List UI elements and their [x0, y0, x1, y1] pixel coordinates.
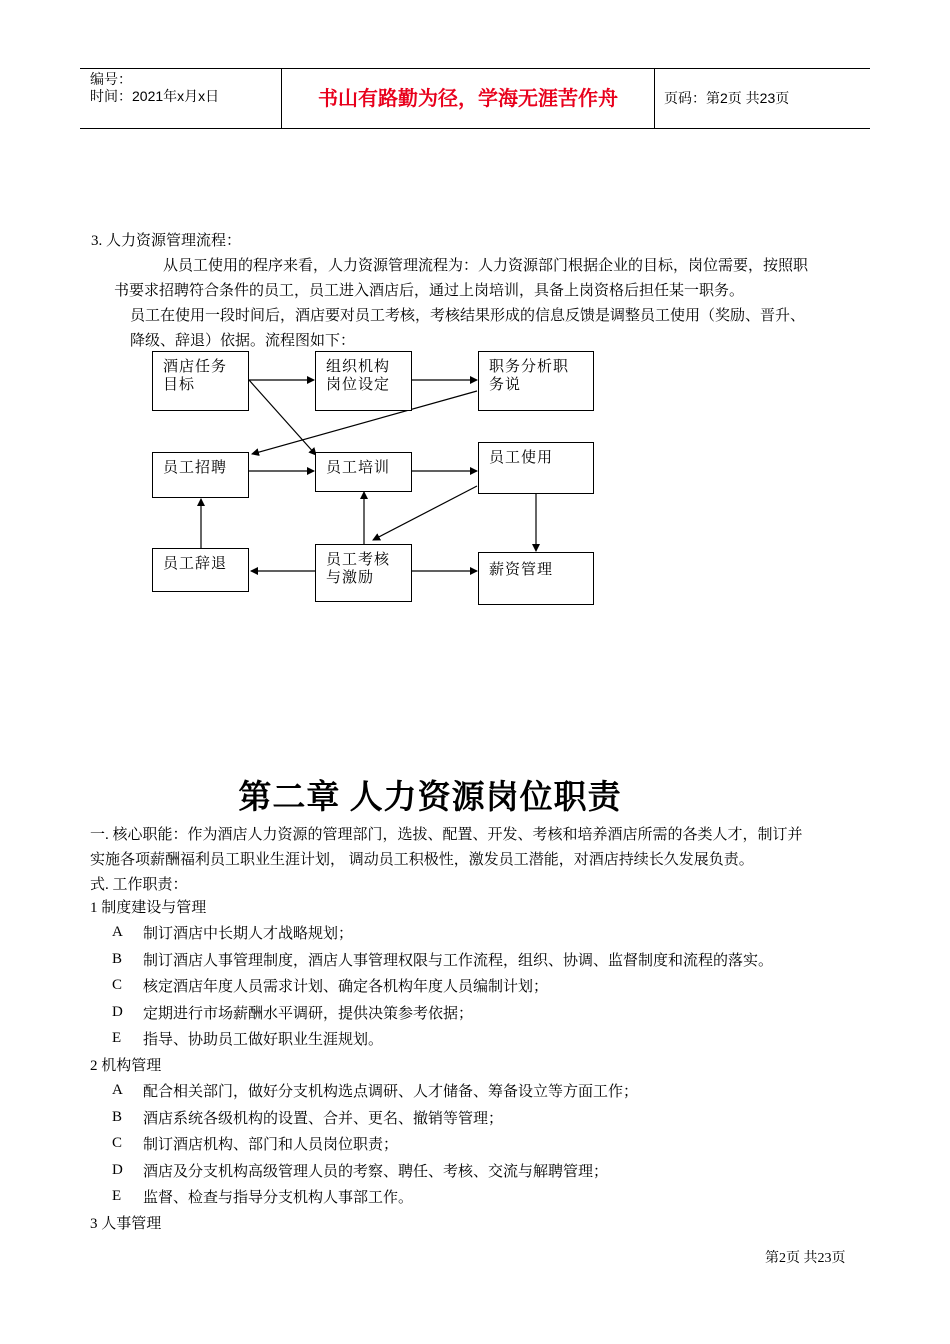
list-item: 制订酒店人事管理制度，酒店人事管理权限与工作流程，组织、协调、监督制度和流程的落实。: [143, 953, 774, 969]
list-marker: C: [112, 977, 123, 993]
section-heading: 3 人事管理: [90, 1216, 162, 1232]
list-item: 制订酒店机构、部门和人员岗位职责；: [143, 1137, 399, 1153]
paragraph-line: 从员工使用的程序来看，人力资源管理流程为：人力资源部门根据企业的目标，岗位需要，按照职: [163, 258, 809, 274]
section-heading: 1 制度建设与管理: [90, 900, 207, 916]
list-marker: B: [112, 951, 123, 967]
paragraph-line: 降级、辞退）依据。流程图如下：: [130, 333, 356, 349]
list-marker: B: [112, 1109, 123, 1125]
chapter-title: 第二章 人力资源岗位职责: [238, 780, 622, 816]
list-item: 定期进行市场薪酬水平调研，提供决策参考依据；: [143, 1006, 474, 1022]
flow-node-task: 酒店任务目标: [152, 351, 249, 411]
paragraph-line: 员工在使用一段时间后，酒店要对员工考核，考核结果形成的信息反馈是调整员工使用（奖励、晋升、: [130, 308, 806, 324]
flow-node-assess: 员工考核与激励: [315, 544, 412, 602]
flow-node-recruit: 员工招聘: [152, 452, 249, 498]
section-heading: 2 机构管理: [90, 1058, 162, 1074]
list-marker: E: [112, 1188, 122, 1204]
flow-node-use: 员工使用: [478, 442, 594, 494]
arrow-use-assess: [373, 486, 477, 540]
header-motto: 书山有路勤为径，学海无涯苦作舟: [318, 88, 618, 110]
list-item: 酒店及分支机构高级管理人员的考察、聘任、考核、交流与解聘管理；: [143, 1164, 609, 1180]
list-item: 监督、检查与指导分支机构人事部工作。: [143, 1190, 414, 1206]
flow-node-duty: 职务分析职务说: [478, 351, 594, 411]
flow-node-train: 员工培训: [315, 452, 412, 492]
flow-node-dismiss: 员工辞退: [152, 548, 249, 592]
header-page-info: 页码：第2页 共23页: [664, 90, 790, 106]
core-duty-line: 实施各项薪酬福利员工职业生涯计划， 调动员工积极性，激发员工潜能，对酒店持续长久发展负责。: [90, 852, 754, 868]
list-marker: E: [112, 1030, 122, 1046]
flow-node-salary: 薪资管理: [478, 552, 594, 605]
arrow-task-train: [249, 380, 316, 455]
section-heading: 3. 人力资源管理流程：: [91, 233, 242, 249]
footer-page-info: 第2页 共23页: [765, 1251, 846, 1266]
list-item: 配合相关部门，做好分支机构选点调研、人才储备、筹备设立等方面工作；: [143, 1084, 639, 1100]
duties-heading: 式. 工作职责：: [90, 877, 188, 893]
list-marker: A: [112, 924, 123, 940]
list-item: 制订酒店中长期人才战略规划；: [143, 926, 354, 942]
list-marker: D: [112, 1004, 123, 1020]
header-number-label: 编号：: [90, 71, 132, 87]
flow-node-org: 组织机构岗位设定: [315, 351, 412, 411]
list-marker: A: [112, 1082, 123, 1098]
list-item: 核定酒店年度人员需求计划、确定各机构年度人员编制计划；: [143, 979, 549, 995]
list-item: 指导、协助员工做好职业生涯规划。: [143, 1032, 384, 1048]
paragraph-line: 书要求招聘符合条件的员工，员工进入酒店后，通过上岗培训，具备上岗资格后担任某一职务。: [114, 283, 745, 299]
list-item: 酒店系统各级机构的设置、合并、更名、撤销等管理；: [143, 1111, 504, 1127]
header-time-label: 时间：2021年x月x日: [90, 88, 220, 104]
list-marker: D: [112, 1162, 123, 1178]
list-marker: C: [112, 1135, 123, 1151]
core-duty-line: 一. 核心职能：作为酒店人力资源的管理部门，选拔、配置、开发、考核和培养酒店所需的各类人才，制订并: [90, 827, 803, 843]
